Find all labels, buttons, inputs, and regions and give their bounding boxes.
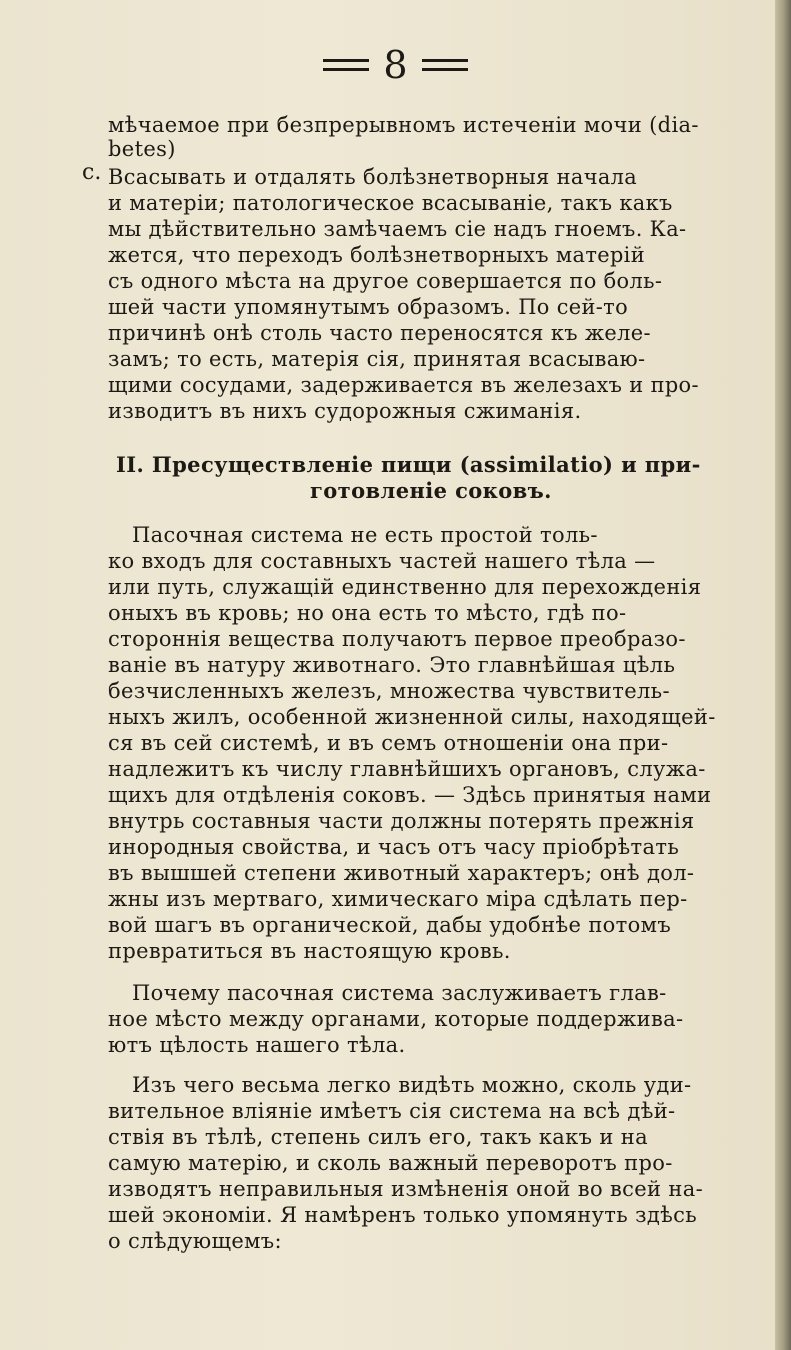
text-line: щими сосудами, задерживается въ железахъ и про- [108, 373, 699, 397]
page-number: 8 [383, 43, 408, 87]
text-line: ютъ цѣлость нашего тѣла. [108, 1033, 406, 1057]
text-line: шей части упомянутымъ образомъ. По сей-то [108, 295, 629, 319]
text-line: превратиться въ настоящую кровь. [108, 939, 511, 963]
text-line: надлежитъ къ числу главнѣйшихъ органовъ, служа- [108, 757, 706, 781]
text-line: жется, что переходъ болѣзнетворныхъ матерій [108, 243, 645, 267]
text-line: ваніе въ натуру животнаго. Это главнѣйшая цѣль [108, 653, 676, 677]
page-header [0, 43, 791, 87]
text-line: жны изъ мертваго, химическаго міра сдѣлать пер- [108, 887, 688, 911]
text-line: вительное вліяніе имѣетъ сія система на всѣ дѣй- [108, 1099, 676, 1123]
text-line: ное мѣсто между органами, которые поддержива- [108, 1007, 684, 1031]
text-line: ко входъ для составныхъ частей нашего тѣла — [108, 549, 656, 573]
text-line: оныхъ въ кровь; но она есть то мѣсто, гдѣ по- [108, 601, 627, 625]
header-rule-right [422, 59, 468, 71]
text-line: самую матерію, и сколь важный переворотъ про- [108, 1151, 673, 1175]
text-line: мѣчаемое при безпрерывномъ истеченіи мочи (dia- [108, 113, 699, 137]
text-line: betes) [108, 137, 176, 161]
section-heading: II. Пресуществленіе пищи (assimilatio) и при- [116, 452, 701, 477]
list-marker-c: c. [82, 160, 102, 185]
page-edge-shadow [775, 0, 791, 1350]
text-line: вой шагъ въ органической, дабы удобнѣе потомъ [108, 913, 672, 937]
text-line: съ одного мѣста на другое совершается по боль- [108, 269, 663, 293]
text-line: изводитъ въ нихъ судорожныя сжиманія. [108, 399, 582, 423]
text-line: о слѣдующемъ: [108, 1229, 282, 1253]
text-line: Почему пасочная система заслуживаетъ глав- [132, 981, 667, 1005]
section-heading: готовленіе соковъ. [310, 478, 552, 503]
text-line: и матеріи; патологическое всасываніе, такъ какъ [108, 191, 673, 215]
text-line: изводятъ неправильныя измѣненія оной во всей на- [108, 1177, 704, 1201]
text-line: замъ; то есть, матерія сія, принятая всасываю- [108, 347, 646, 371]
text-line: въ вышшей степени животный характеръ; онѣ дол- [108, 861, 695, 885]
text-line: или путь, служащій единственно для перехожденія [108, 575, 702, 599]
text-line: Всасывать и отдалять болѣзнетворныя начала [108, 165, 638, 189]
text-line: мы дѣйствительно замѣчаемъ сіе надъ гноемъ. Ка- [108, 217, 687, 241]
text-line: шей экономіи. Я намѣренъ только упомянуть здѣсь [108, 1203, 698, 1227]
header-rule-left [323, 59, 369, 71]
text-line: Изъ чего весьма легко видѣть можно, сколь уди- [132, 1073, 692, 1097]
text-line: ся въ сей системѣ, и въ семъ отношеніи она при- [108, 731, 669, 755]
text-line: ствія въ тѣлѣ, степень силъ его, такъ какъ и на [108, 1125, 648, 1149]
text-line: инородныя свойства, и часъ отъ часу пріобрѣтать [108, 835, 680, 859]
text-line: внутрь составныя части должны потерять прежнія [108, 809, 695, 833]
text-line: ныхъ жилъ, особенной жизненной силы, находящей- [108, 705, 716, 729]
text-line: стороннія вещества получаютъ первое преобразо- [108, 627, 686, 651]
text-line: причинѣ онѣ столь часто переносятся къ желе- [108, 321, 651, 345]
text-line: щихъ для отдѣленія соковъ. — Здѣсь принятыя нами [108, 783, 712, 807]
text-line: безчисленныхъ железъ, множества чувствитель- [108, 679, 670, 703]
text-line: Пасочная система не есть простой толь- [132, 523, 598, 547]
